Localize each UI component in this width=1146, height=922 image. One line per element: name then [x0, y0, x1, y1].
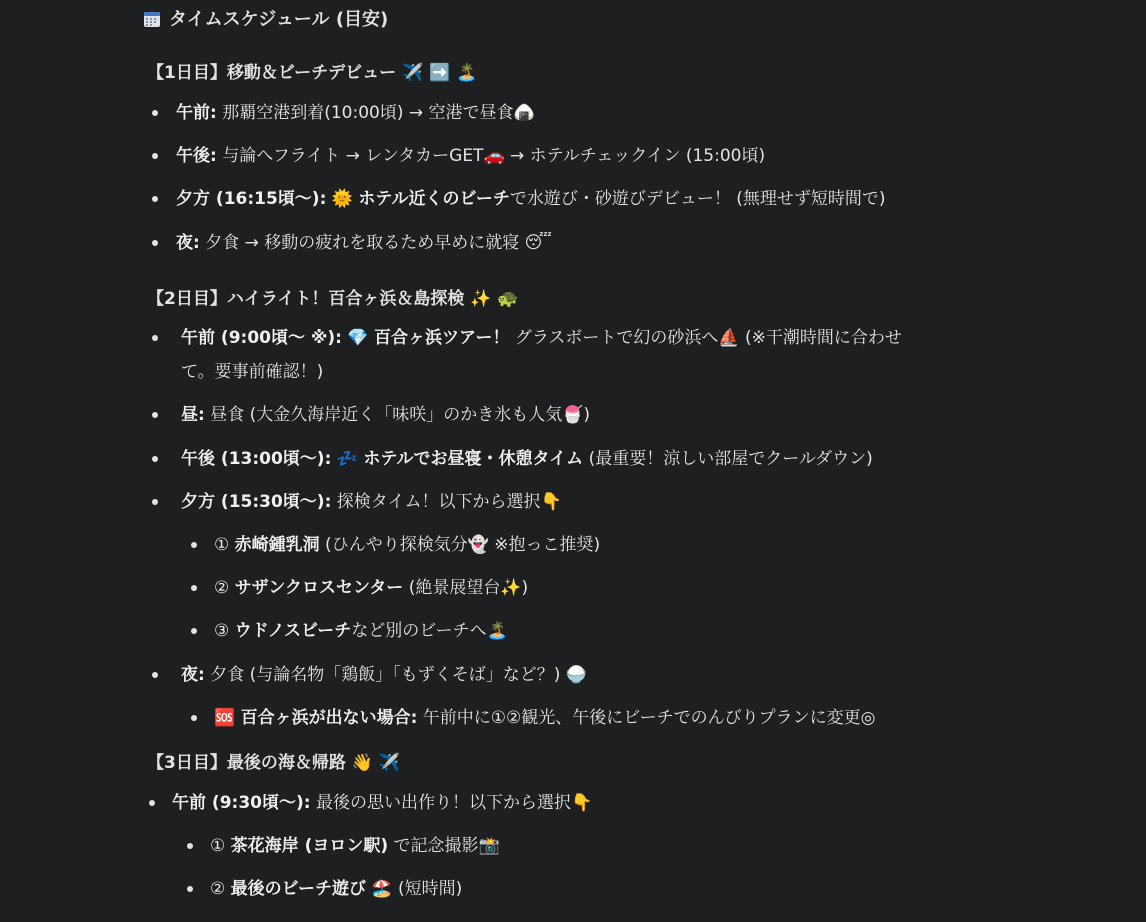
list-item: 夜: 夕食 (与論名物「鶏飯」「もずくそば」など？) 🍚 [181, 665, 587, 685]
list-item: 昼: 昼食 (大金久海岸近く「味咲」のかき氷も人気🍧) [181, 405, 591, 425]
bullet [187, 886, 193, 892]
bullet [152, 412, 158, 418]
sub-list-item: 🆘 百合ヶ浜が出ない場合: 午前中に①②観光、午後にビーチでのんびりプランに変更◎ [214, 708, 876, 728]
day1-heading: 【1日目】移動＆ビーチデビュー ✈️ ➡️ 🏝️ [147, 63, 478, 83]
bullet [152, 110, 158, 116]
bullet [152, 499, 158, 505]
day3-heading: 【3日目】最後の海＆帰路 👋 ✈️ [147, 753, 400, 773]
bullet [152, 196, 158, 202]
bullet [152, 672, 158, 678]
bullet [152, 335, 158, 341]
bullet [191, 585, 197, 591]
sub-list-item: ① 茶花海岸 (ヨロン駅) で記念撮影📸 [210, 836, 500, 856]
sub-list-item: ② 最後のビーチ遊び 🏖️ (短時間) [210, 879, 463, 899]
list-item: 午前: 那覇空港到着(10:00頃) → 空港で昼食🍙 [176, 103, 535, 123]
bullet [191, 628, 197, 634]
bullet [187, 843, 193, 849]
sub-list-item: ③ ウドノスビーチなど別のビーチへ🏝️ [214, 621, 508, 641]
calendar-icon [143, 10, 161, 28]
bullet [191, 715, 197, 721]
bullet [152, 240, 158, 246]
list-item: 夕方 (15:30頃〜): 探検タイム！以下から選択👇 [181, 492, 562, 512]
bullet [191, 542, 197, 548]
list-item: 午前 (9:30頃〜): 最後の思い出作り！以下から選択👇 [172, 793, 593, 813]
sub-list-item: ② サザンクロスセンター (絶景展望台✨) [214, 578, 529, 598]
list-item: 午後 (13:00頃〜): 💤 ホテルでお昼寝・休憩タイム (最重要！涼しい部屋でクールダウン) [181, 449, 873, 469]
bullet [152, 456, 158, 462]
list-item: 夜: 夕食 → 移動の疲れを取るため早めに就寝 😴 [176, 233, 552, 253]
list-item-continuation: て。要事前確認！) [181, 362, 324, 382]
page-title: タイムスケジュール (目安) [143, 5, 388, 31]
day2-heading: 【2日目】ハイライト！百合ヶ浜＆島探検 ✨ 🐢 [147, 289, 519, 309]
bullet [152, 153, 158, 159]
list-item: 夕方 (16:15頃〜): 🌞 ホテル近くのビーチで水遊び・砂遊びデビュー！ (無理せず短時間で) [176, 189, 886, 209]
list-item: 午前 (9:00頃〜 ※): 💎 百合ヶ浜ツアー！ グラスボートで幻の砂浜へ⛵ (※干潮時間に合わせ [181, 328, 902, 348]
list-item: 午後: 与論へフライト → レンタカーGET🚗 → ホテルチェックイン (15:00頃) [176, 146, 766, 166]
bullet [149, 800, 155, 806]
sub-list-item: ① 赤崎鍾乳洞 (ひんやり探検気分👻 ※抱っこ推奨) [214, 535, 601, 555]
